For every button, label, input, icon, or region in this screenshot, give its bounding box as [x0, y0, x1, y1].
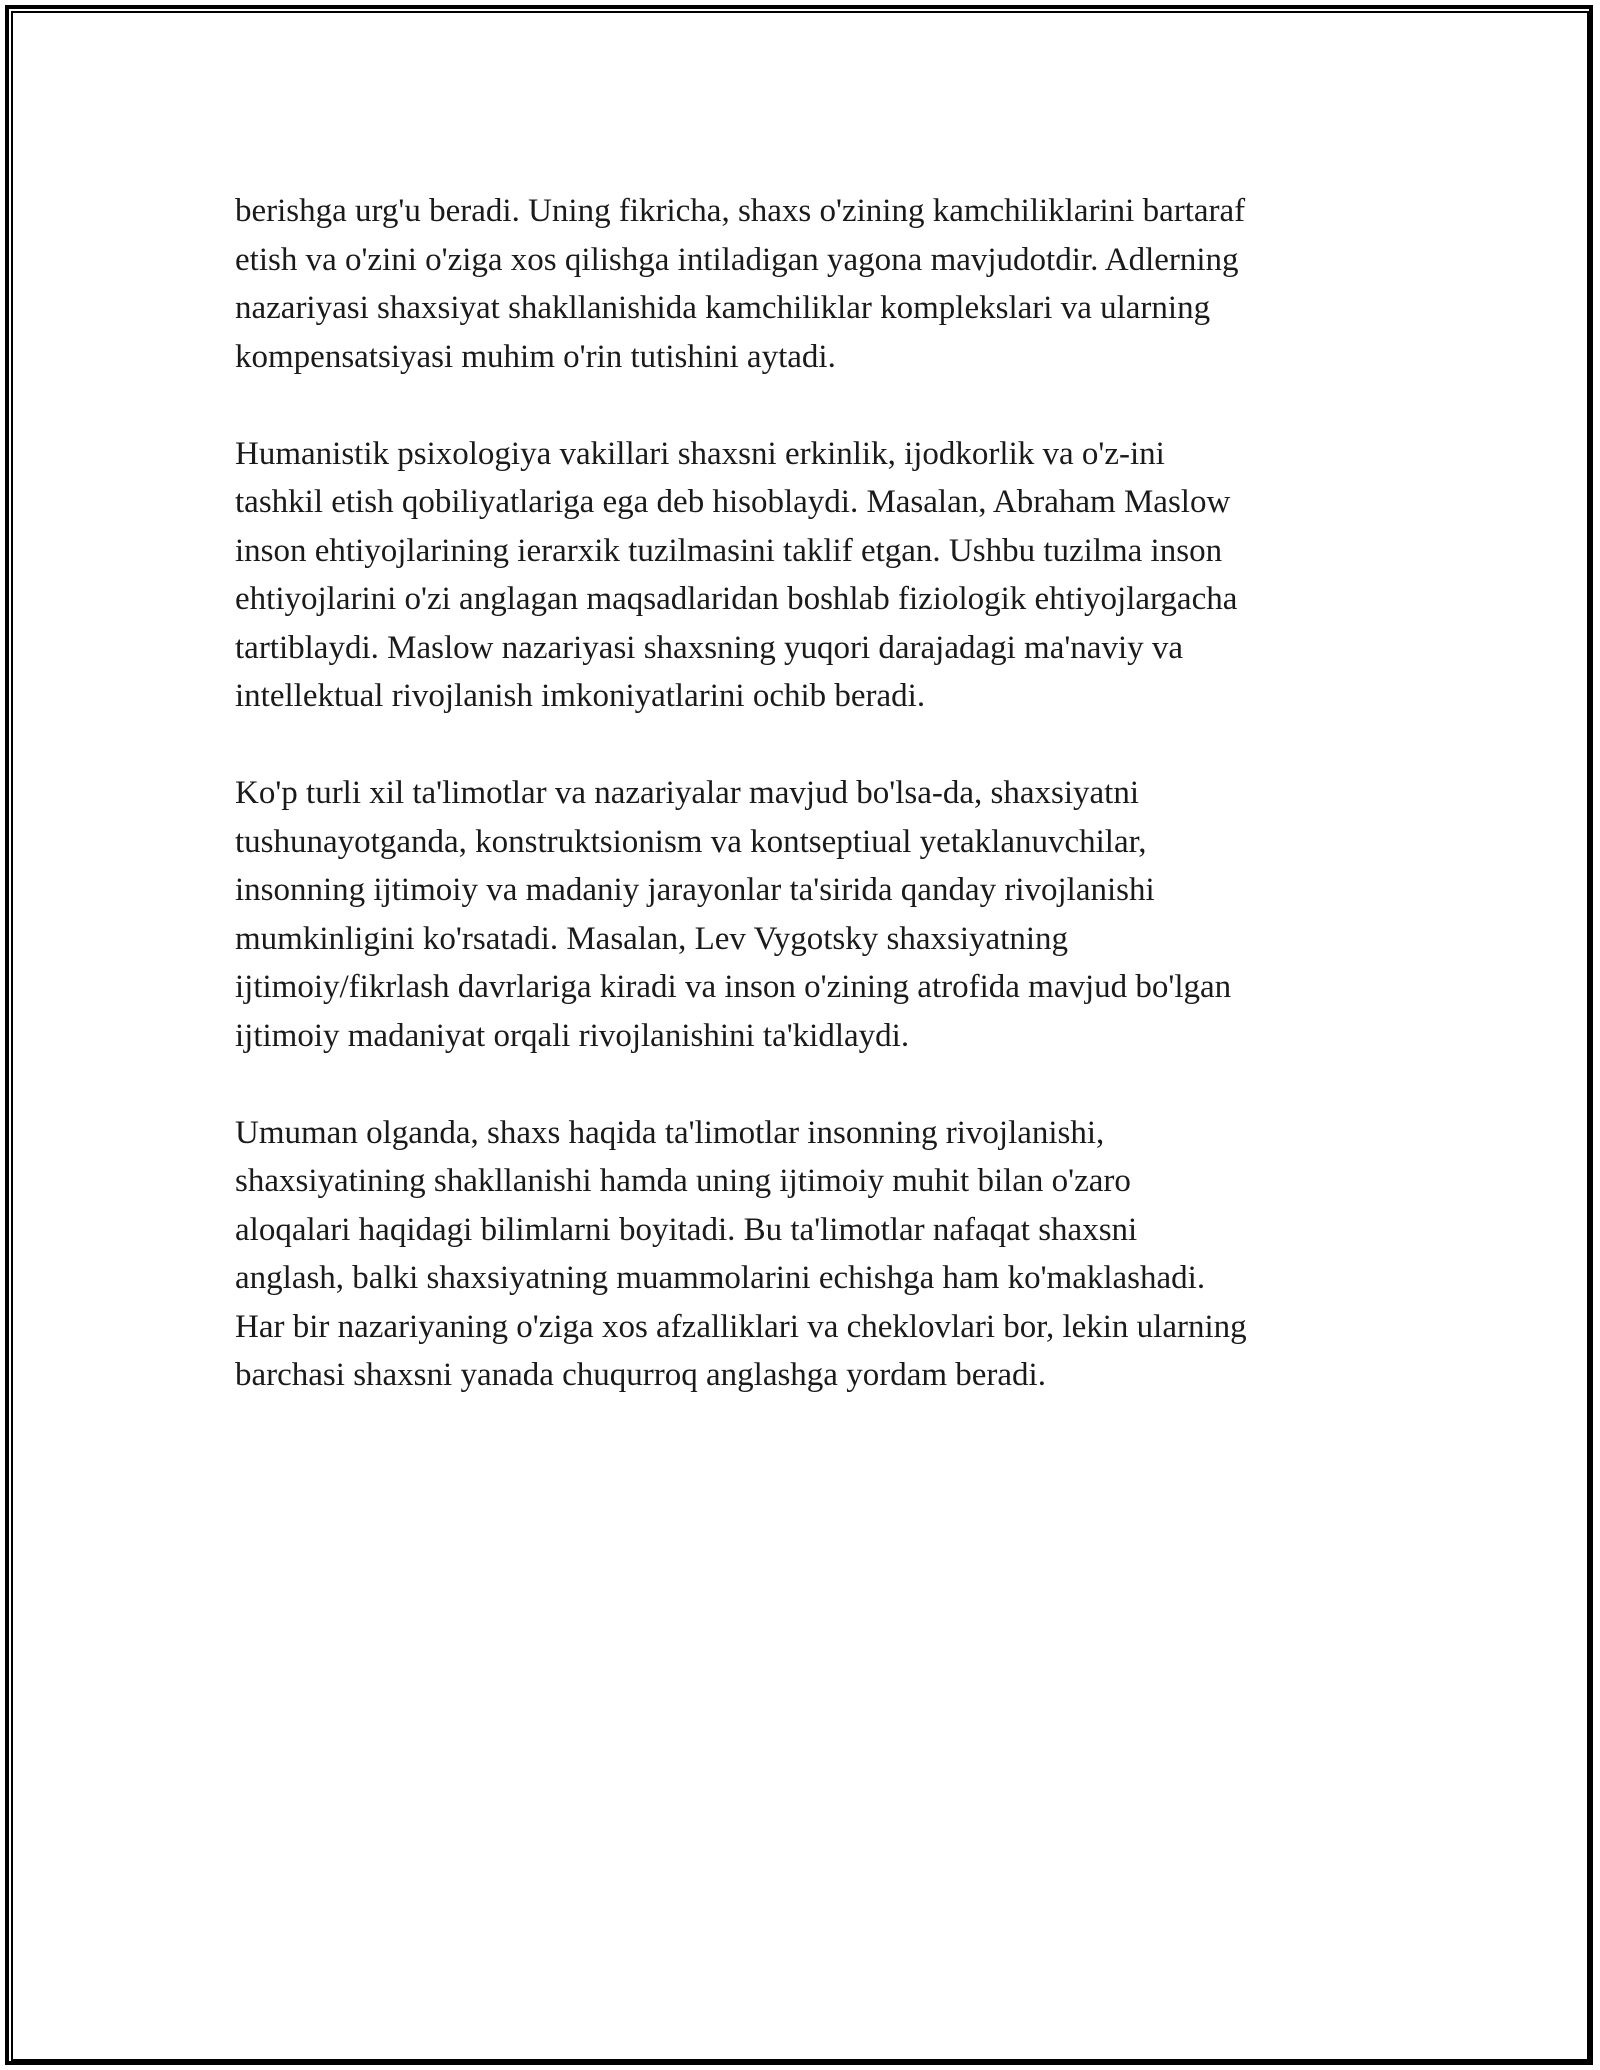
text-line: tartiblaydi. Maslow nazariyasi shaxsning yuqori darajadagi ma'naviy va: [235, 629, 1184, 666]
text-line: Har bir nazariyaning o'ziga xos afzalliklari va cheklovlari bor, lekin ularning: [235, 1308, 1247, 1345]
text-line: nazariyasi shaxsiyat shakllanishida kamchiliklar komplekslari va ularning: [235, 290, 1211, 326]
document-body: [235, 187, 1375, 1448]
text-line: berishga urg'u beradi. Uning fikricha, shaxs o'zining kamchiliklarini bartaraf: [235, 193, 1246, 229]
text-line: barchasi shaxsni yanada chuqurroq anglashga yordam beradi.: [235, 1357, 1046, 1393]
text-line: shaxsiyatining shakllanishi hamda uning ijtimoiy muhit bilan o'zaro: [235, 1163, 1131, 1199]
paragraph-1: [235, 187, 1375, 381]
text-line: ijtimoiy madaniyat orqali rivojlanishini ta'kidlaydi.: [235, 1017, 910, 1054]
text-line: inson ehtiyojlarining ierarxik tuzilmasini taklif etgan. Ushbu tuzilma inson: [235, 532, 1223, 569]
paragraph-2: [235, 430, 1375, 721]
text-line: Umuman olganda, shaxs haqida ta'limotlar insonning rivojlanishi,: [235, 1114, 1105, 1151]
paragraph-3: [235, 769, 1375, 1060]
text-line: ehtiyojlarini o'zi anglagan maqsadlaridan boshlab fiziologik ehtiyojlargacha: [235, 581, 1238, 617]
text-line: kompensatsiyasi muhim o'rin tutishini aytadi.: [235, 338, 836, 375]
text-line: etish va o'zini o'ziga xos qilishga intiladigan yagona mavjudotdir. Adlerning: [235, 241, 1239, 278]
text-line: insonning ijtimoiy va madaniy jarayonlar ta'sirida qanday rivojlanishi: [235, 872, 1155, 908]
text-line: Humanistik psixologiya vakillari shaxsni erkinlik, ijodkorlik va o'z-ini: [235, 435, 1165, 472]
text-line: intellektual rivojlanish imkoniyatlarini ochib beradi.: [235, 678, 926, 714]
text-line: ijtimoiy/fikrlash davrlariga kiradi va inson o'zining atrofida mavjud bo'lgan: [235, 969, 1232, 1005]
text-line: Ko'p turli xil ta'limotlar va nazariyalar mavjud bo'lsa-da, shaxsiyatni: [235, 775, 1140, 811]
text-line: aloqalari haqidagi bilimlarni boyitadi. Bu ta'limotlar nafaqat shaxsni: [235, 1211, 1138, 1248]
text-line: mumkinligini ko'rsatadi. Masalan, Lev Vygotsky shaxsiyatning: [235, 920, 1069, 957]
text-line: tashkil etish qobiliyatlariga ega deb hisoblaydi. Masalan, Abraham Maslow: [235, 484, 1231, 520]
text-line: anglash, balki shaxsiyatning muammolarini echishga ham ko'maklashadi.: [235, 1260, 1206, 1296]
text-line: tushunayotganda, konstruktsionism va kontseptiual yetaklanuvchilar,: [235, 823, 1147, 860]
paragraph-4: [235, 1109, 1375, 1400]
